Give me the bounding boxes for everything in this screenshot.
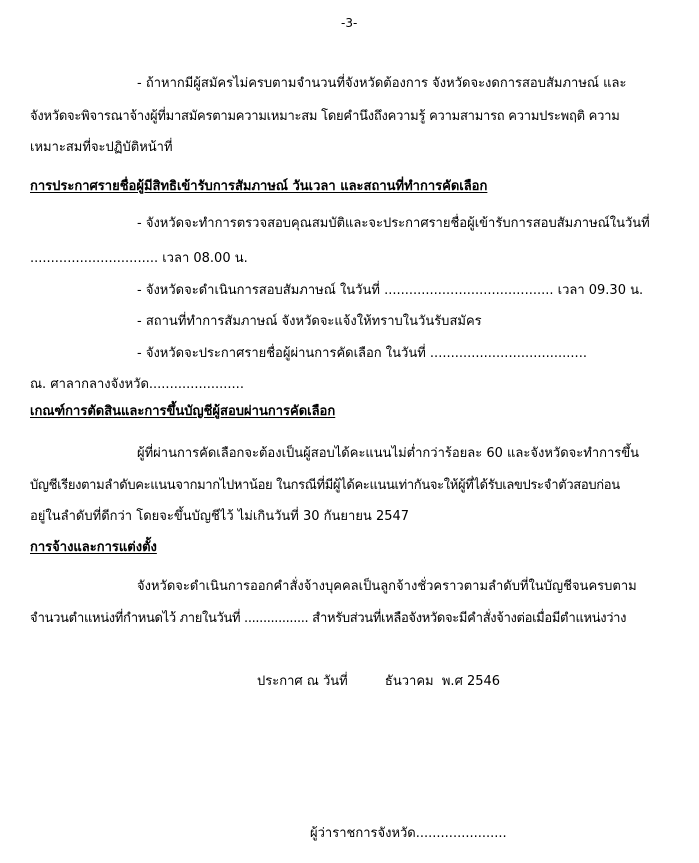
page-number: -3- [341, 16, 358, 30]
announcement-date: ประกาศ ณ วันที่ ธันวาคม พ.ศ 2546 [257, 674, 501, 689]
section-heading: การจ้างและการแต่งตั้ง [30, 540, 157, 555]
list-item: - จังหวัดจะทำการตรวจสอบคุณสมบัติและจะประกาศรายชื่อผู้เข้ารับการสอบสัมภาษณ์ในวันที่ [137, 216, 650, 231]
governor-signature-line: ผู้ว่าราชการจังหวัด...................... [310, 826, 507, 841]
paragraph-line: - ถ้าหากมีผู้สมัครไม่ครบตามจำนวนที่จังหวัดต้องการ จังหวัดจะงดการสอบสัมภาษณ์ และ [137, 76, 627, 91]
section-heading: การประกาศรายชื่อผู้มีสิทธิเข้ารับการสัมภาษณ์ วันเวลา และสถานที่ทำการคัดเลือก [30, 179, 488, 194]
list-item: - สถานที่ทำการสัมภาษณ์ จังหวัดจะแจ้งให้ทราบในวันรับสมัคร [137, 314, 482, 329]
list-item: - จังหวัดจะประกาศรายชื่อผู้ผ่านการคัดเลือก ในวันที่ ...................................... [137, 346, 587, 361]
paragraph-line: จังหวัดจะพิจารณาจ้างผู้ที่มาสมัครตามความเหมาะสม โดยคำนึงถึงความรู้ ความสามารถ ความประพฤติ ความ [30, 109, 620, 124]
list-item-continuation: ณ. ศาลากลางจังหวัด....................... [30, 377, 244, 392]
paragraph-line: จำนวนตำแหน่งที่กำหนดไว้ ภายในวันที่ ................. สำหรับส่วนที่เหลือจังหวัดจะมีคำสั่งจ้างต่อเมื่อมีตำแหน่งว่าง [30, 611, 627, 626]
paragraph-line: บัญชีเรียงตามลำดับคะแนนจากมากไปหาน้อย ในกรณีที่มีผู้ได้คะแนนเท่ากันจะให้ผู้ที่ได้รับเลขประจำตัวสอบก่อน [30, 478, 620, 493]
paragraph-line: จังหวัดจะดำเนินการออกคำสั่งจ้างบุคคลเป็นลูกจ้างชั่วคราวตามลำดับที่ในบัญชีจนครบตาม [137, 579, 637, 594]
paragraph-line: อยู่ในลำดับที่ดีกว่า โดยจะขึ้นบัญชีไว้ ไม่เกินวันที่ 30 กันยายน 2547 [30, 509, 410, 524]
paragraph-line: ผู้ที่ผ่านการคัดเลือกจะต้องเป็นผู้สอบได้คะแนนไม่ต่ำกว่าร้อยละ 60 และจังหวัดจะทำการขึ้น [137, 446, 640, 461]
list-item: - จังหวัดจะดำเนินการสอบสัมภาษณ์ ในวันที่ ......................................... เวลา 09.30 น. [137, 283, 644, 298]
list-item-continuation: ............................... เวลา 08.00 น. [30, 251, 248, 266]
section-heading: เกณฑ์การตัดสินและการขึ้นบัญชีผู้สอบผ่านการคัดเลือก [30, 404, 336, 419]
paragraph-line: เหมาะสมที่จะปฏิบัติหน้าที่ [30, 140, 173, 155]
